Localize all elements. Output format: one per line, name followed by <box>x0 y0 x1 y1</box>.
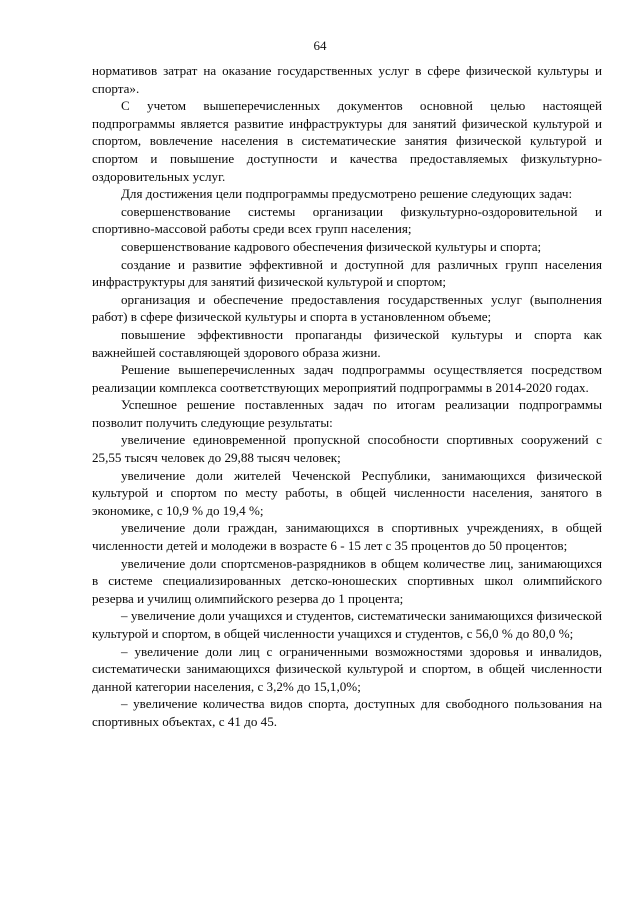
paragraph-4: совершенствование системы организации физкультурно-оздоровительной и спортивно-массовой работы среди всех групп населения; <box>92 203 602 237</box>
paragraph-2: С учетом вышеперечисленных документов основной целью настоящей подпрограммы является развитие инфраструктуры для занятий физической культурой и спортом, вовлечение населения в систематические занятия физической культурой и спортом и повышение доступности и качества предоставляемых физкультурно-оздоровительных услуг. <box>92 98 602 184</box>
paragraph-15: – увеличение доли учащихся и студентов, систематически занимающихся физической культурой и спортом, в общей численности учащихся и студентов, с 56,0 % до 80,0 %; <box>92 608 602 641</box>
document-body <box>92 62 602 731</box>
paragraph-5: совершенствование кадрового обеспечения физической культуры и спорта; <box>121 238 542 254</box>
paragraph-9: Решение вышеперечисленных задач подпрограммы осуществляется посредством реализации комплекса соответствующих мероприятий подпрограммы в 2014-2020 годах. <box>92 362 602 395</box>
paragraph-17: – увеличение количества видов спорта, доступных для свободного пользования на спортивных объектах, с 41 до 45. <box>92 696 602 729</box>
paragraph-12: увеличение доли жителей Чеченской Республики, занимающихся физической культурой и спортом по месту работы, в общей численности населения, занятого в экономике, с 10,9 % до 19,4 %; <box>92 467 602 518</box>
paragraph-10: Успешное решение поставленных задач по итогам реализации подпрограммы позволит получить следующие результаты: <box>92 397 602 430</box>
paragraph-8: повышение эффективности пропаганды физической культуры и спорта как важнейшей составляющей здорового образа жизни. <box>92 326 602 360</box>
paragraph-16: – увеличение доли лиц с ограниченными возможностями здоровья и инвалидов, систематически занимающихся физической культурой и спортом, в общей численности данной категории населения, с 3,2% до 15,1,0%; <box>92 643 602 694</box>
paragraph-11: увеличение единовременной пропускной способности спортивных сооружений с 25,55 тысяч человек до 29,88 тысяч человек; <box>92 432 602 466</box>
paragraph-7: организация и обеспечение предоставления государственных услуг (выполнения работ) в сфере физической культуры и спорта в установленном объеме; <box>92 291 602 325</box>
paragraph-1: нормативов затрат на оказание государственных услуг в сфере физической культуры и спорта». <box>92 63 602 96</box>
paragraph-3: Для достижения цели подпрограммы предусмотрено решение следующих задач: <box>121 186 573 202</box>
paragraph-13: увеличение доли граждан, занимающихся в спортивных учреждениях, в общей численности детей и молодежи в возрасте 6 - 15 лет с 35 процентов до 50 процентов; <box>92 520 602 554</box>
page-number: 64 <box>313 38 327 53</box>
paragraph-14: увеличение доли спортсменов-разрядников в общем количестве лиц, занимающихся в системе специализированных детско-юношеских спортивных школ олимпийского резерва и училищ олимпийского резерва до 1 процента; <box>92 555 602 606</box>
paragraph-6: создание и развитие эффективной и доступной для различных групп населения инфраструктуры для занятий физической культурой и спортом; <box>92 256 602 290</box>
